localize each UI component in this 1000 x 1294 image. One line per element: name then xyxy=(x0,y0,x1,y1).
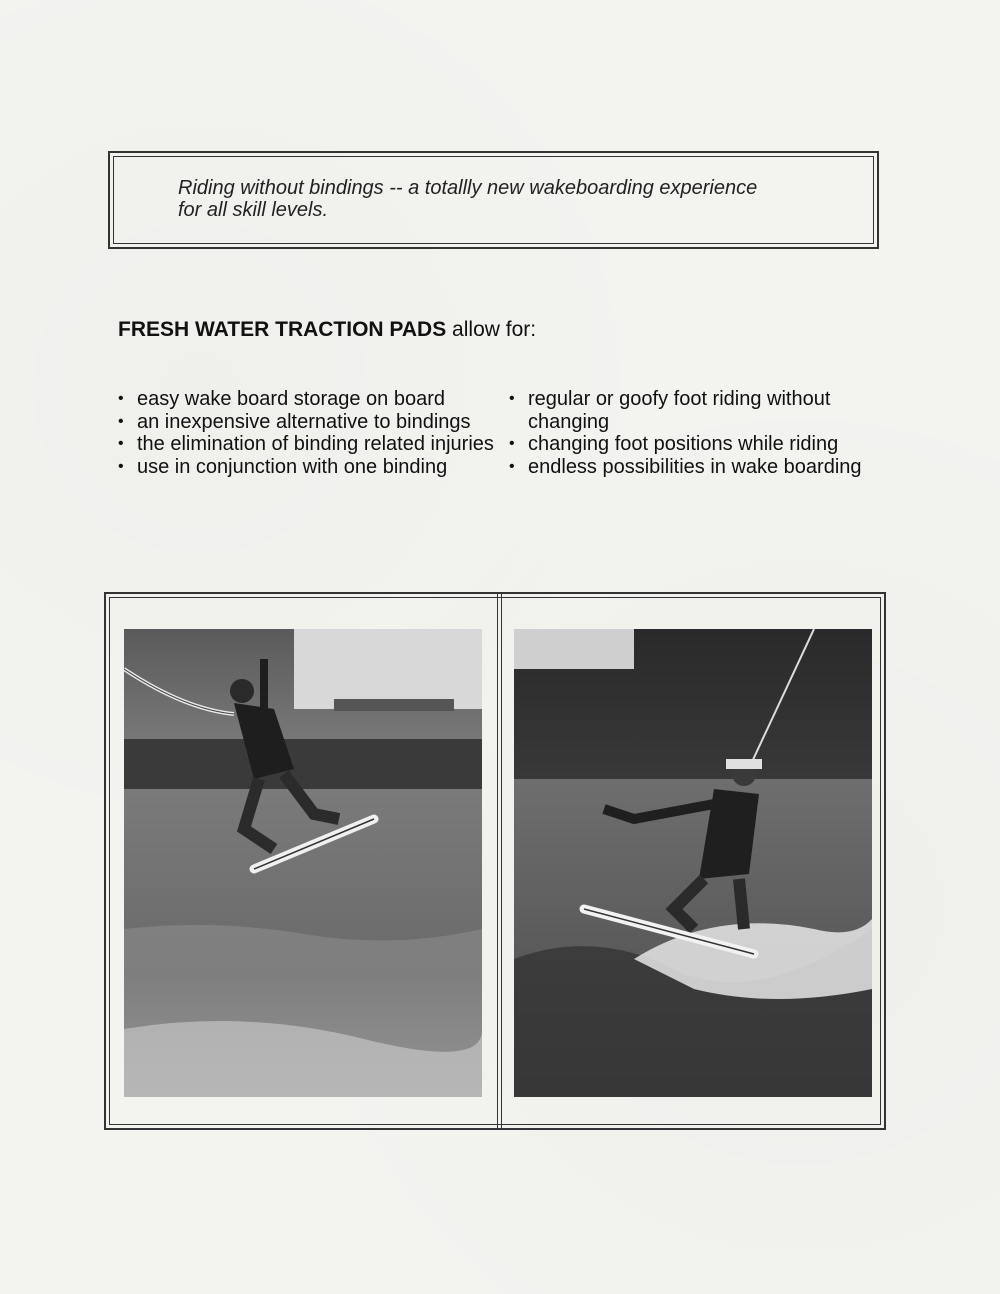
list-item: • the elimination of binding related injuries xyxy=(116,433,496,456)
heading-suffix: allow for: xyxy=(446,318,537,341)
list-item: • use in conjunction with one binding xyxy=(116,456,496,479)
wakeboarder-riding-photo xyxy=(514,629,872,1097)
tagline-box xyxy=(108,151,879,249)
list-item: • endless possibilities in wake boarding xyxy=(507,456,887,479)
wakeboarder-jumping-image xyxy=(124,629,482,1097)
tagline-text: Riding without bindings -- a totallly new wakeboarding experience for all skill levels. xyxy=(178,177,758,221)
list-item: • regular or goofy foot riding without changing xyxy=(507,388,887,433)
wakeboarder-riding-image xyxy=(514,629,872,1097)
heading-product-name: FRESH WATER TRACTION PADS xyxy=(118,318,447,341)
frame-divider xyxy=(497,594,502,1128)
list-item: • changing foot positions while riding xyxy=(507,433,887,456)
bullet-list-left xyxy=(116,388,496,478)
section-heading xyxy=(118,318,536,342)
list-item: • easy wake board storage on board xyxy=(116,388,496,411)
photo-frame xyxy=(104,592,886,1130)
wakeboarder-jumping-photo xyxy=(124,629,482,1097)
list-item: • an inexpensive alternative to bindings xyxy=(116,411,496,434)
bullet-list-right xyxy=(507,388,887,478)
